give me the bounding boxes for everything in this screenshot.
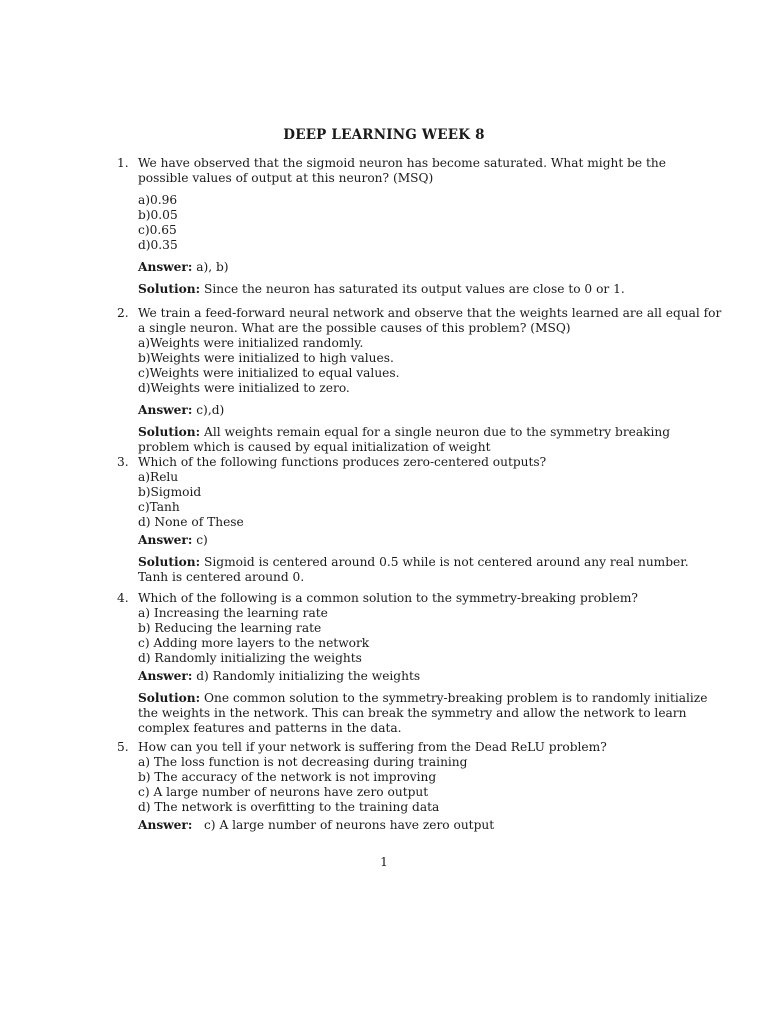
answer-text: c) (196, 533, 208, 547)
solution-line (138, 282, 677, 297)
question-text: Which of the following is a common solution to the symmetry-breaking problem? (138, 591, 638, 605)
option: a)Weights were initialized randomly. (138, 336, 364, 350)
solution-line (138, 691, 708, 706)
answer-text: c) A large number of neurons have zero output (203, 818, 495, 832)
option: b) Reducing the learning rate (138, 621, 322, 635)
answer-line (138, 669, 677, 684)
answer-text: d) Randomly initializing the weights (196, 669, 421, 683)
option: d)Weights were initialized to zero. (138, 381, 350, 395)
option: d) None of These (138, 515, 244, 529)
question-text: We train a feed-forward neural network and observe that the weights learned are all equal for (138, 306, 722, 320)
option: a)0.96 (138, 193, 178, 207)
question-text: We have observed that the sigmoid neuron has become saturated. What might be the (138, 156, 666, 170)
question-text: Which of the following functions produces zero-centered outputs? (138, 455, 547, 469)
question-number: 5. (117, 740, 129, 754)
solution-text: One common solution to the symmetry-breaking problem is to randomly initialize (204, 691, 708, 705)
answer-line (138, 818, 677, 833)
solution-label: Solution: (138, 425, 201, 439)
question-text: possible values of output at this neuron? (MSQ) (138, 171, 434, 185)
question-1 (117, 156, 677, 297)
option: d)0.35 (138, 238, 178, 252)
answer-line (138, 260, 677, 275)
question-2 (117, 306, 722, 455)
solution-text: complex features and patterns in the data. (138, 721, 402, 735)
solution-label: Solution: (138, 282, 201, 296)
option: c) A large number of neurons have zero output (138, 785, 429, 799)
answer-line (138, 533, 677, 548)
solution-text: problem which is caused by equal initialization of weight (138, 440, 491, 454)
question-3 (117, 455, 689, 585)
option: c)Weights were initialized to equal values. (138, 366, 400, 380)
question-number: 4. (117, 591, 129, 605)
option: b)Sigmoid (138, 485, 202, 499)
option: b)0.05 (138, 208, 178, 222)
solution-text: Since the neuron has saturated its output values are close to 0 or 1. (204, 282, 625, 296)
solution-line (138, 555, 689, 570)
option: d) Randomly initializing the weights (138, 651, 362, 665)
option: c)0.65 (138, 223, 177, 237)
answer-label: Answer: (138, 669, 193, 683)
question-number: 3. (117, 455, 129, 469)
option: c)Tanh (138, 500, 180, 514)
solution-label: Solution: (138, 555, 201, 569)
solution-line (138, 425, 677, 440)
solution-label: Solution: (138, 691, 201, 705)
solution-text: Sigmoid is centered around 0.5 while is not centered around any real number. (204, 555, 689, 569)
answer-text: c),d) (196, 403, 225, 417)
solution-text: the weights in the network. This can break the symmetry and allow the network to learn (138, 706, 687, 720)
question-5 (117, 740, 677, 833)
answer-label: Answer: (138, 533, 193, 547)
question-text: a single neuron. What are the possible causes of this problem? (MSQ) (138, 321, 571, 335)
option: a)Relu (138, 470, 179, 484)
question-number: 1. (117, 156, 129, 170)
page-number: 1 (380, 855, 388, 869)
answer-label: Answer: (138, 403, 193, 417)
answer-label: Answer: (138, 260, 193, 274)
option: b) The accuracy of the network is not improving (138, 770, 437, 784)
option: a) Increasing the learning rate (138, 606, 328, 620)
page-title: DEEP LEARNING WEEK 8 (283, 127, 485, 143)
question-4 (117, 591, 708, 736)
option: d) The network is overfitting to the training data (138, 800, 440, 814)
solution-text: All weights remain equal for a single neuron due to the symmetry breaking (204, 425, 671, 439)
answer-text: a), b) (196, 260, 229, 274)
option: a) The loss function is not decreasing during training (138, 755, 468, 769)
option: c) Adding more layers to the network (138, 636, 370, 650)
question-number: 2. (117, 306, 129, 320)
solution-text: Tanh is centered around 0. (138, 570, 305, 584)
answer-line (138, 403, 677, 418)
option: b)Weights were initialized to high values. (138, 351, 394, 365)
answer-label: Answer: (138, 818, 193, 832)
question-text: How can you tell if your network is suffering from the Dead ReLU problem? (138, 740, 607, 754)
